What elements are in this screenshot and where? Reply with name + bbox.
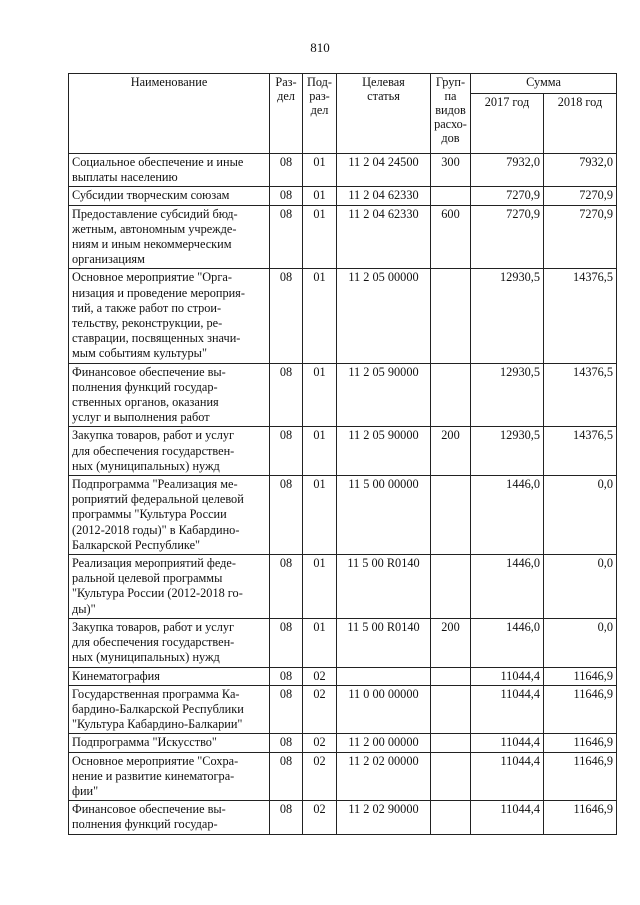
table-row (69, 154, 617, 187)
row-name-line: полнения функций государ- (72, 817, 218, 832)
row-name-line: роприятий федеральной целевой (72, 492, 244, 507)
table-row (69, 363, 617, 427)
row-target-article (337, 667, 431, 685)
row-target-article: 11 5 00 R0140 (337, 555, 431, 619)
row-podrazdel: 01 (303, 555, 337, 619)
row-name (69, 734, 270, 752)
row-razdel: 08 (270, 269, 303, 363)
row-podrazdel: 02 (303, 752, 337, 801)
row-podrazdel: 02 (303, 734, 337, 752)
row-target-article: 11 2 02 90000 (337, 801, 431, 834)
header-expense-group: Груп- па видов расхо- дов (431, 74, 471, 154)
row-name-line: (2012-2018 годы)" в Кабардино- (72, 522, 240, 537)
row-name-line: Балкарской Республике" (72, 537, 201, 552)
budget-table (68, 73, 617, 835)
row-name (69, 187, 270, 205)
row-sum-2017: 11044,4 (471, 752, 544, 801)
row-target-article: 11 5 00 00000 (337, 476, 431, 555)
row-sum-2018: 11646,9 (544, 752, 617, 801)
page-bottom-margin (68, 858, 616, 872)
row-sum-2018: 7270,9 (544, 187, 617, 205)
row-name-line: "Культура России (2012-2018 го- (72, 586, 243, 601)
row-expense-group (431, 685, 471, 734)
row-expense-group (431, 269, 471, 363)
row-podrazdel: 02 (303, 801, 337, 834)
row-name (69, 476, 270, 555)
row-sum-2017: 12930,5 (471, 269, 544, 363)
row-name-line: нение и развитие кинематогра- (72, 768, 235, 783)
row-name-line: выплаты населению (72, 170, 178, 185)
row-name (69, 685, 270, 734)
header-target-article: Целевая статья (337, 74, 431, 154)
row-expense-group (431, 187, 471, 205)
row-name-line: ственных органов, оказания (72, 395, 219, 410)
row-target-article: 11 2 04 62330 (337, 187, 431, 205)
row-sum-2018: 11646,9 (544, 734, 617, 752)
table-header (69, 74, 617, 154)
row-name-line: "Культура Кабардино-Балкарии" (72, 717, 243, 732)
row-expense-group: 600 (431, 205, 471, 269)
row-name-line: Подпрограмма "Искусство" (72, 735, 217, 750)
row-name-line: ниям и иным некоммерческим (72, 237, 232, 252)
row-name-line: жетным, автономным учрежде- (72, 221, 237, 236)
table-row (69, 685, 617, 734)
row-name (69, 205, 270, 269)
row-name-line: Финансовое обеспечение вы- (72, 802, 226, 817)
table-row (69, 667, 617, 685)
row-expense-group: 300 (431, 154, 471, 187)
table-row (69, 427, 617, 476)
row-sum-2018: 0,0 (544, 618, 617, 667)
row-expense-group: 200 (431, 618, 471, 667)
row-name-line: Кинематография (72, 668, 160, 683)
row-name (69, 618, 270, 667)
row-name-line: организациям (72, 252, 145, 267)
row-razdel: 08 (270, 363, 303, 427)
row-target-article: 11 5 00 R0140 (337, 618, 431, 667)
row-sum-2018: 7932,0 (544, 154, 617, 187)
row-podrazdel: 01 (303, 154, 337, 187)
row-name-line: Закупка товаров, работ и услуг (72, 428, 235, 443)
row-name-line: услуг и выполнения работ (72, 410, 210, 425)
row-name (69, 363, 270, 427)
row-sum-2018: 11646,9 (544, 685, 617, 734)
row-name-line: полнения функций государ- (72, 379, 218, 394)
row-sum-2018: 14376,5 (544, 269, 617, 363)
table-row (69, 187, 617, 205)
row-target-article: 11 2 05 90000 (337, 427, 431, 476)
row-name-line: ральной целевой программы (72, 571, 223, 586)
row-sum-2017: 11044,4 (471, 667, 544, 685)
row-name-line: Предоставление субсидий бюд- (72, 206, 238, 221)
row-sum-2018: 11646,9 (544, 801, 617, 834)
row-target-article: 11 2 04 62330 (337, 205, 431, 269)
header-name: Наименование (69, 74, 270, 154)
row-name-line: Закупка товаров, работ и услуг (72, 619, 235, 634)
row-sum-2017: 7270,9 (471, 187, 544, 205)
row-name-line: бардино-Балкарской Республики (72, 701, 244, 716)
row-podrazdel: 02 (303, 667, 337, 685)
header-podrazdel: Под- раз- дел (303, 74, 337, 154)
row-target-article: 11 2 04 24500 (337, 154, 431, 187)
row-sum-2018: 0,0 (544, 555, 617, 619)
table-row (69, 269, 617, 363)
row-target-article: 11 2 05 00000 (337, 269, 431, 363)
table-row (69, 205, 617, 269)
row-razdel: 08 (270, 685, 303, 734)
row-name-line: тельству, реконструкции, ре- (72, 316, 223, 331)
row-podrazdel: 01 (303, 205, 337, 269)
row-razdel: 08 (270, 427, 303, 476)
row-name-line: программы "Культура России (72, 507, 227, 522)
row-name-line: Подпрограмма "Реализация ме- (72, 477, 238, 492)
header-razdel: Раз- дел (270, 74, 303, 154)
row-name-line: ных (муниципальных) нужд (72, 650, 220, 665)
row-razdel: 08 (270, 801, 303, 834)
row-name-line: Основное мероприятие "Орга- (72, 270, 232, 285)
row-name (69, 667, 270, 685)
row-target-article: 11 2 00 00000 (337, 734, 431, 752)
row-name-line: Финансовое обеспечение вы- (72, 364, 226, 379)
row-name-line: мым событиям культуры" (72, 346, 207, 361)
header-year-2017: 2017 год (471, 94, 544, 154)
row-sum-2018: 11646,9 (544, 667, 617, 685)
row-name (69, 752, 270, 801)
row-name-line: Социальное обеспечение и иные (72, 155, 244, 169)
row-razdel: 08 (270, 555, 303, 619)
header-sum: Сумма (471, 74, 617, 94)
row-razdel: 08 (270, 667, 303, 685)
row-expense-group (431, 363, 471, 427)
row-sum-2017: 12930,5 (471, 427, 544, 476)
row-name (69, 154, 270, 187)
row-expense-group: 200 (431, 427, 471, 476)
row-expense-group (431, 801, 471, 834)
row-sum-2018: 14376,5 (544, 427, 617, 476)
page-number: 810 (310, 40, 330, 55)
header-year-2018: 2018 год (544, 94, 617, 154)
row-podrazdel: 01 (303, 363, 337, 427)
row-name-line: ставрации, посвященных значи- (72, 331, 241, 346)
row-podrazdel: 01 (303, 427, 337, 476)
row-razdel: 08 (270, 154, 303, 187)
table-row (69, 752, 617, 801)
row-name (69, 427, 270, 476)
row-sum-2017: 11044,4 (471, 685, 544, 734)
row-podrazdel: 01 (303, 476, 337, 555)
row-razdel: 08 (270, 476, 303, 555)
row-target-article: 11 2 02 00000 (337, 752, 431, 801)
row-razdel: 08 (270, 734, 303, 752)
row-name (69, 555, 270, 619)
row-expense-group (431, 752, 471, 801)
row-name-line: Субсидии творческим союзам (72, 188, 230, 203)
row-razdel: 08 (270, 205, 303, 269)
table-row (69, 734, 617, 752)
row-name-line: тий, а также работ по строи- (72, 300, 222, 315)
row-name-line: для обеспечения государствен- (72, 635, 235, 650)
row-sum-2017: 11044,4 (471, 734, 544, 752)
row-sum-2017: 7932,0 (471, 154, 544, 187)
row-expense-group (431, 667, 471, 685)
row-name-line: Основное мероприятие "Сохра- (72, 753, 239, 768)
row-name-line: низация и проведение мероприя- (72, 285, 245, 300)
row-expense-group (431, 734, 471, 752)
row-razdel: 08 (270, 752, 303, 801)
row-name-line: ных (муниципальных) нужд (72, 458, 220, 473)
row-sum-2017: 1446,0 (471, 476, 544, 555)
table-row (69, 618, 617, 667)
row-sum-2017: 11044,4 (471, 801, 544, 834)
row-podrazdel: 01 (303, 269, 337, 363)
row-sum-2017: 1446,0 (471, 618, 544, 667)
row-sum-2017: 7270,9 (471, 205, 544, 269)
row-target-article: 11 2 05 90000 (337, 363, 431, 427)
row-sum-2017: 1446,0 (471, 555, 544, 619)
row-expense-group (431, 555, 471, 619)
row-name (69, 801, 270, 834)
row-razdel: 08 (270, 618, 303, 667)
table-body (69, 154, 617, 835)
row-expense-group (431, 476, 471, 555)
row-name-line: для обеспечения государствен- (72, 443, 235, 458)
row-sum-2018: 7270,9 (544, 205, 617, 269)
table-row (69, 555, 617, 619)
row-podrazdel: 02 (303, 685, 337, 734)
row-name-line: Реализация мероприятий феде- (72, 556, 236, 571)
row-sum-2018: 0,0 (544, 476, 617, 555)
row-name-line: ды)" (72, 601, 96, 616)
row-name-line: Государственная программа Ка- (72, 686, 240, 701)
row-name-line: фии" (72, 783, 99, 798)
row-podrazdel: 01 (303, 618, 337, 667)
row-podrazdel: 01 (303, 187, 337, 205)
table-row (69, 476, 617, 555)
row-sum-2017: 12930,5 (471, 363, 544, 427)
row-razdel: 08 (270, 187, 303, 205)
row-name (69, 269, 270, 363)
table-row (69, 801, 617, 834)
row-sum-2018: 14376,5 (544, 363, 617, 427)
row-target-article: 11 0 00 00000 (337, 685, 431, 734)
